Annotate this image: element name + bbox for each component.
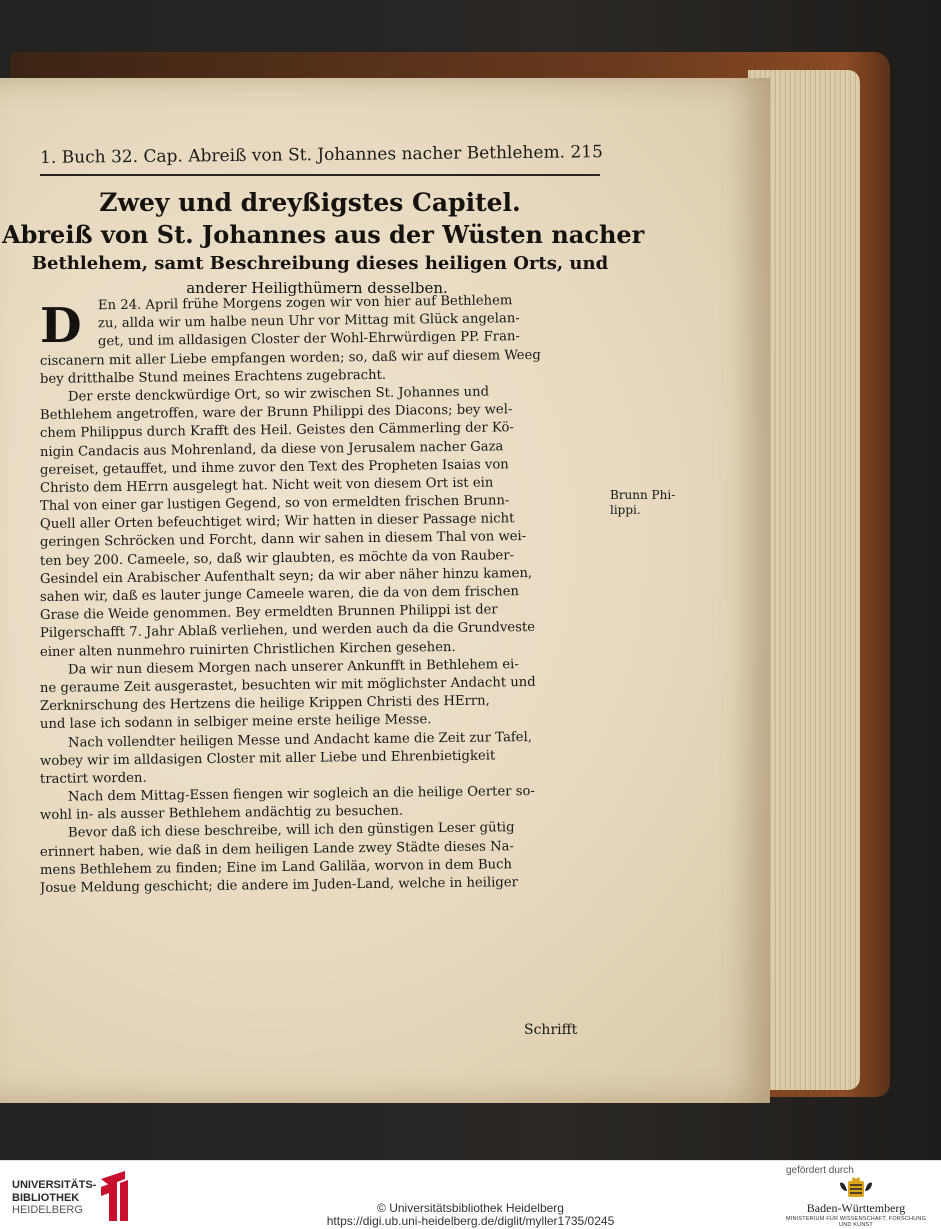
- text-line: Pilgerschafft 7. Jahr Ablaß verliehen, und werden auch da die Grundveste: [39, 620, 536, 642]
- text-line: Josue Meldung geschicht; die andere im Juden-Land, welche in heiliger: [39, 875, 519, 896]
- text-line: Thal von einer gar lustigen Gegend, so von ermeldten frischen Brunn-: [39, 493, 510, 515]
- sponsor-subtitle: MINISTERIUM FÜR WISSENSCHAFT, FORSCHUNG UND KUNST: [785, 1216, 927, 1228]
- margin-note: [610, 488, 675, 518]
- book-page: [0, 78, 770, 1103]
- text-line: ciscanern mit aller Liebe empfangen worden; so, daß wir auf diesem Weeg: [39, 347, 541, 369]
- sponsor-label: gefördert durch: [786, 1165, 854, 1176]
- text-line: Gesindel ein Arabischer Aufenthalt seyn; da wir aber näher hinzu kamen,: [39, 565, 533, 587]
- text-line: zu, allda wir um halbe neun Uhr vor Mittag mit Glück angelan-: [97, 311, 520, 332]
- body-text: [39, 293, 605, 898]
- catchword: Schrifft: [524, 1022, 578, 1038]
- text-line: get, und im alldasigen Closter der Wohl-Ehrwürdigen PP. Fran-: [97, 329, 520, 350]
- chapter-subtitle-line-2: Bethlehem, samt Beschreibung dieses heiligen Orts, und: [31, 253, 609, 274]
- text-line: gereiset, getauffet, und ihme zuvor den Text des Propheten Isaias von: [39, 456, 509, 478]
- text-line: Quell aller Orten befeuchtiget wird; Wir hatten in dieser Passage nicht: [39, 511, 515, 533]
- margin-note-line: Brunn Phi-: [610, 488, 676, 502]
- viewer-footer: [0, 1160, 941, 1229]
- library-name-line: HEIDELBERG: [12, 1204, 83, 1216]
- chapter-subtitle-line-1: Abreiß von St. Johannes aus der Wüsten nacher: [2, 220, 645, 249]
- text-line: mens Bethlehem zu finden; Eine im Land Galiläa, worvon in dem Buch: [39, 857, 513, 878]
- text-line: wobey wir im alldasigen Closter mit aller Liebe und Ehrenbietigkeit: [39, 748, 496, 769]
- text-line: Der erste denckwürdige Ort, so wir zwischen St. Johannes und: [67, 384, 490, 405]
- drop-cap: D: [40, 298, 82, 354]
- text-line: einer alten nunmehro ruinirten Christlichen Kirchen gesehen.: [39, 639, 456, 660]
- text-line: Bevor daß ich diese beschreibe, will ich den günstigen Leser gütig: [67, 820, 515, 842]
- text-line: chem Philippus durch Krafft des Heil. Geistes den Cämmerling der Kö-: [39, 420, 514, 442]
- library-name-line: UNIVERSITÄTS-: [12, 1179, 97, 1191]
- margin-note-line: lippi.: [610, 503, 641, 517]
- text-line: Nach vollendter heiligen Messe und Andacht kame die Zeit zur Tafel,: [67, 729, 533, 751]
- text-line: sahen wir, daß es lauter junge Cameele waren, die da von dem frischen: [39, 584, 520, 605]
- text-line: ten bey 200. Cameele, so, daß wir glaubten, es möchte da von Rauber-: [39, 547, 515, 569]
- text-line: Zerknirschung des Hertzens die heilige Krippen Christi des HErrn,: [39, 693, 490, 715]
- text-line: tractirt worden.: [39, 770, 147, 787]
- sponsor-name: Baden-Württemberg: [806, 1201, 906, 1215]
- text-line: Da wir nun diesem Morgen nach unserer Ankunfft in Bethlehem ei-: [67, 656, 519, 678]
- chapter-title: Zwey und dreyßigstes Capitel.: [99, 188, 521, 217]
- permalink-url[interactable]: https://digi.ub.uni-heidelberg.de/diglit/myller1735/0245: [326, 1214, 615, 1228]
- text-line: ne geraume Zeit ausgerastet, besuchten wir mit möglichster Andacht und: [39, 674, 536, 696]
- text-line: erinnert haben, wie daß in dem heiligen Lande zwey Städte dieses Na-: [39, 838, 515, 860]
- copyright-notice: © Universitätsbibliothek Heidelberg: [377, 1201, 564, 1215]
- text-line: Christo dem HErrn ausgelegt hat. Nicht weit von diesem Ort ist ein: [39, 475, 494, 496]
- text-line: nigin Candacis aus Mohrenland, da diese von Jerusalem nacher Gaza: [39, 438, 504, 460]
- baden-wuerttemberg-crest-icon[interactable]: [836, 1177, 876, 1201]
- text-line: geringen Schröcken und Forcht, dann wir sahen in diesem Thal von wei-: [39, 529, 527, 551]
- text-line: En 24. April frühe Morgens zogen wir von hier auf Bethlehem: [97, 293, 513, 314]
- text-line: bey dritthalbe Stund meines Erachtens zugebracht.: [39, 367, 387, 387]
- text-line: wohl in- als ausser Bethlehem andächtig zu besuchen.: [39, 803, 404, 824]
- chapter-subtitle-line-3: anderer Heiligthümern desselben.: [186, 279, 448, 297]
- text-line: Bethlehem angetroffen, ware der Brunn Philippi des Diacons; bey wel-: [39, 402, 513, 424]
- text-line: und lase ich sodann in selbiger meine erste heilige Messe.: [39, 712, 432, 733]
- text-line: Nach dem Mittag-Essen fiengen wir sogleich an die heilige Oerter so-: [67, 784, 535, 805]
- header-rule: [40, 174, 600, 176]
- running-header: 1. Buch 32. Cap. Abreiß von St. Johannes nacher Bethlehem. 215: [40, 142, 603, 168]
- library-name-line: BIBLIOTHEK: [12, 1191, 80, 1204]
- text-line: Grase die Weide genommen. Bey ermeldten Brunnen Philippi ist der: [39, 602, 498, 624]
